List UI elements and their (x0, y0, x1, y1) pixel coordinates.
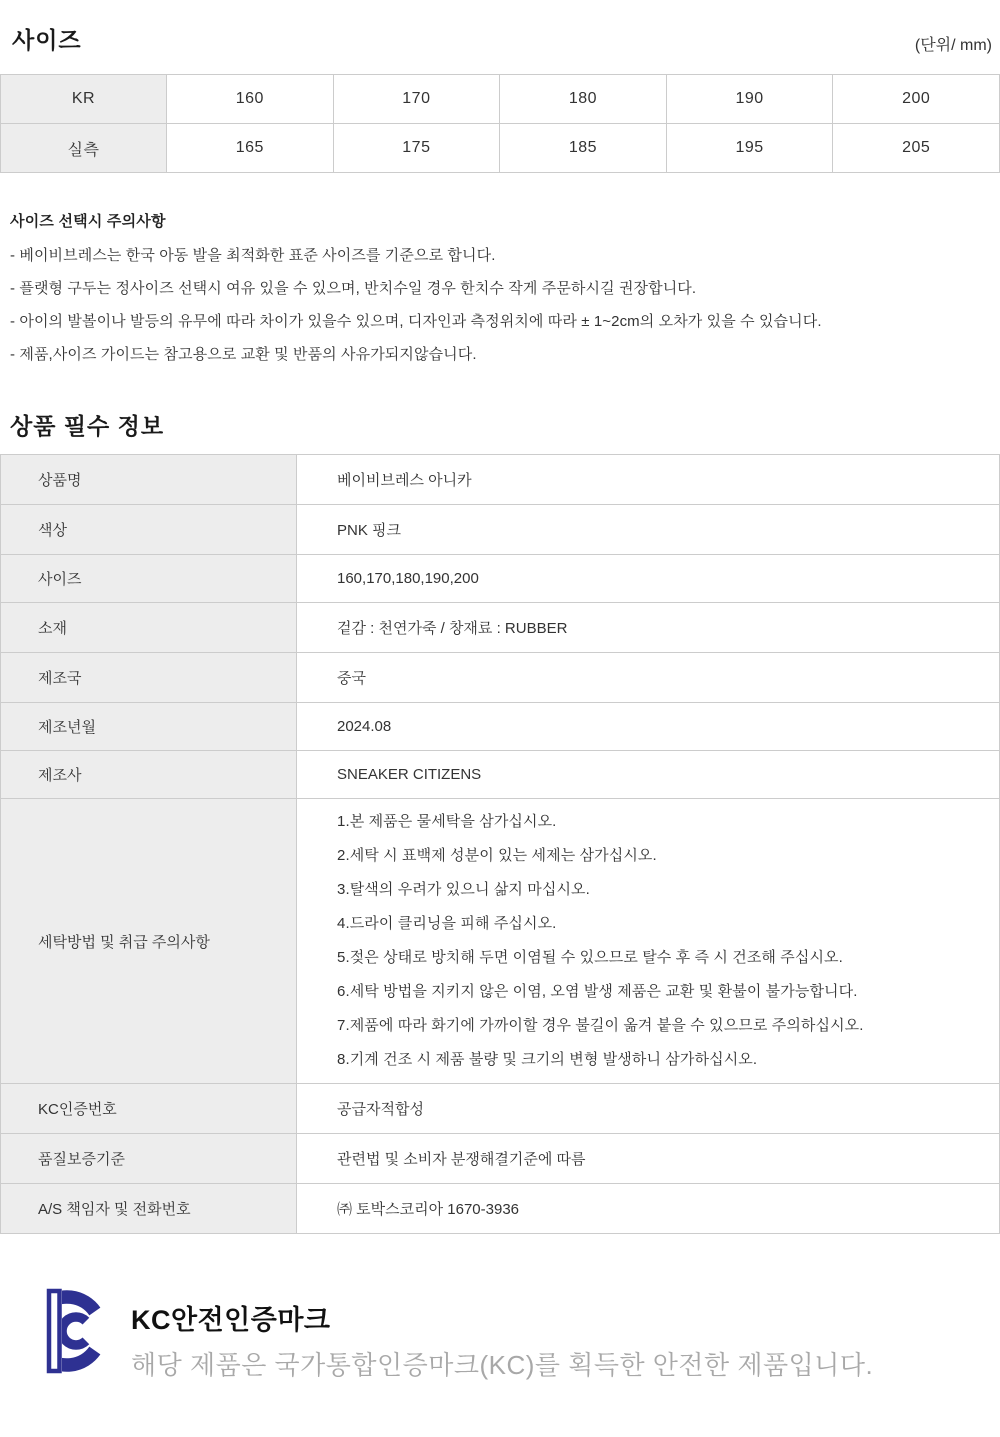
table-row (1, 505, 1000, 555)
size-cell: 205 (833, 124, 1000, 173)
table-row (1, 751, 1000, 799)
info-row-label: A/S 책임자 및 전화번호 (1, 1184, 297, 1234)
washing-instruction-line: 5.젖은 상태로 방치해 두면 이염될 수 있으므로 탈수 후 즉 시 건조해 주십시오. (337, 949, 843, 966)
size-cell: 175 (333, 124, 500, 173)
table-row (1, 603, 1000, 653)
info-row-value: 2024.08 (297, 703, 1000, 751)
size-note-line: - 아이의 발볼이나 발등의 유무에 따라 차이가 있을수 있으며, 디자인과 측정위치에 따라 ± 1~2cm의 오차가 있을 수 있습니다. (10, 313, 822, 330)
info-row-label: 제조국 (1, 653, 297, 703)
info-row-label: 소재 (1, 603, 297, 653)
info-row-label: 상품명 (1, 455, 297, 505)
size-cell: 170 (333, 75, 500, 124)
info-row-value: 베이비브레스 아니카 (297, 455, 1000, 505)
kc-text-block (131, 1286, 873, 1382)
size-cell: 185 (500, 124, 667, 173)
washing-instruction-line: 7.제품에 따라 화기에 가까이할 경우 불길이 옮겨 붙을 수 있으므로 주의하십시오. (337, 1017, 864, 1034)
table-row (1, 1134, 1000, 1184)
size-note-line: - 플랫형 구두는 정사이즈 선택시 여유 있을 수 있으며, 반치수일 경우 한치수 작게 주문하시길 권장합니다. (10, 280, 697, 297)
product-info-table (0, 454, 1000, 1234)
info-row-label: KC인증번호 (1, 1084, 297, 1134)
size-table (0, 74, 1000, 173)
size-section-title: 사이즈 (12, 27, 82, 53)
info-row-value: ㈜ 토박스코리아 1670-3936 (297, 1184, 1000, 1234)
info-row-value: 중국 (297, 653, 1000, 703)
size-cell: 200 (833, 75, 1000, 124)
kc-mark-title: KC안전인증마크 (131, 1305, 331, 1335)
size-note-line: - 베이비브레스는 한국 아동 발을 최적화한 표준 사이즈를 기준으로 합니다. (10, 247, 496, 264)
info-row-label: 사이즈 (1, 555, 297, 603)
info-row-value: 관련법 및 소비자 분쟁해결기준에 따름 (297, 1134, 1000, 1184)
size-row-label: KR (1, 75, 167, 124)
washing-instruction-line: 2.세탁 시 표백제 성분이 있는 세제는 삼가십시오. (337, 847, 657, 864)
table-row (1, 124, 1000, 173)
size-cell: 160 (167, 75, 334, 124)
size-cell: 190 (666, 75, 833, 124)
product-info-title: 상품 필수 정보 (10, 413, 165, 439)
info-row-label: 제조사 (1, 751, 297, 799)
size-notes (0, 210, 1000, 363)
table-row (1, 1084, 1000, 1134)
table-row (1, 1184, 1000, 1234)
size-cell: 165 (167, 124, 334, 173)
info-row-label: 품질보증기준 (1, 1134, 297, 1184)
kc-mark-description: 해당 제품은 국가통합인증마크(KC)를 획득한 안전한 제품입니다. (131, 1350, 874, 1380)
table-row-washing-instructions (1, 799, 1000, 1084)
table-row (1, 703, 1000, 751)
info-row-label: 제조년월 (1, 703, 297, 751)
kc-mark-icon (44, 1286, 106, 1381)
washing-instruction-line: 3.탈색의 우려가 있으니 삶지 마십시오. (337, 881, 590, 898)
info-row-value: 160,170,180,190,200 (297, 555, 1000, 603)
info-row-value: 공급자적합성 (297, 1084, 1000, 1134)
washing-instructions (297, 799, 1000, 1084)
info-row-value: SNEAKER CITIZENS (297, 751, 1000, 799)
kc-certification-section (0, 1286, 1000, 1382)
size-cell: 195 (666, 124, 833, 173)
size-notes-heading: 사이즈 선택시 주의사항 (10, 213, 166, 230)
table-row (1, 653, 1000, 703)
size-section-header (0, 20, 1000, 55)
washing-instruction-line: 6.세탁 방법을 지키지 않은 이염, 오염 발생 제품은 교환 및 환불이 불가능합니다. (337, 983, 858, 1000)
table-row (1, 555, 1000, 603)
washing-instruction-line: 1.본 제품은 물세탁을 삼가십시오. (337, 813, 557, 830)
info-row-label: 색상 (1, 505, 297, 555)
size-unit-label: (단위/ mm) (914, 37, 992, 54)
table-row (1, 75, 1000, 124)
washing-instruction-line: 4.드라이 클리닝을 피해 주십시오. (337, 915, 557, 932)
info-row-label: 세탁방법 및 취급 주의사항 (1, 799, 297, 1084)
washing-instruction-line: 8.기계 건조 시 제품 불량 및 크기의 변형 발생하니 삼가하십시오. (337, 1051, 758, 1068)
table-row (1, 455, 1000, 505)
size-cell: 180 (500, 75, 667, 124)
info-row-value: 겉감 : 천연가죽 / 창재료 : RUBBER (297, 603, 1000, 653)
info-row-value: PNK 핑크 (297, 505, 1000, 555)
size-row-label: 실측 (1, 124, 167, 173)
size-note-line: - 제품,사이즈 가이드는 참고용으로 교환 및 반품의 사유가되지않습니다. (10, 346, 477, 363)
